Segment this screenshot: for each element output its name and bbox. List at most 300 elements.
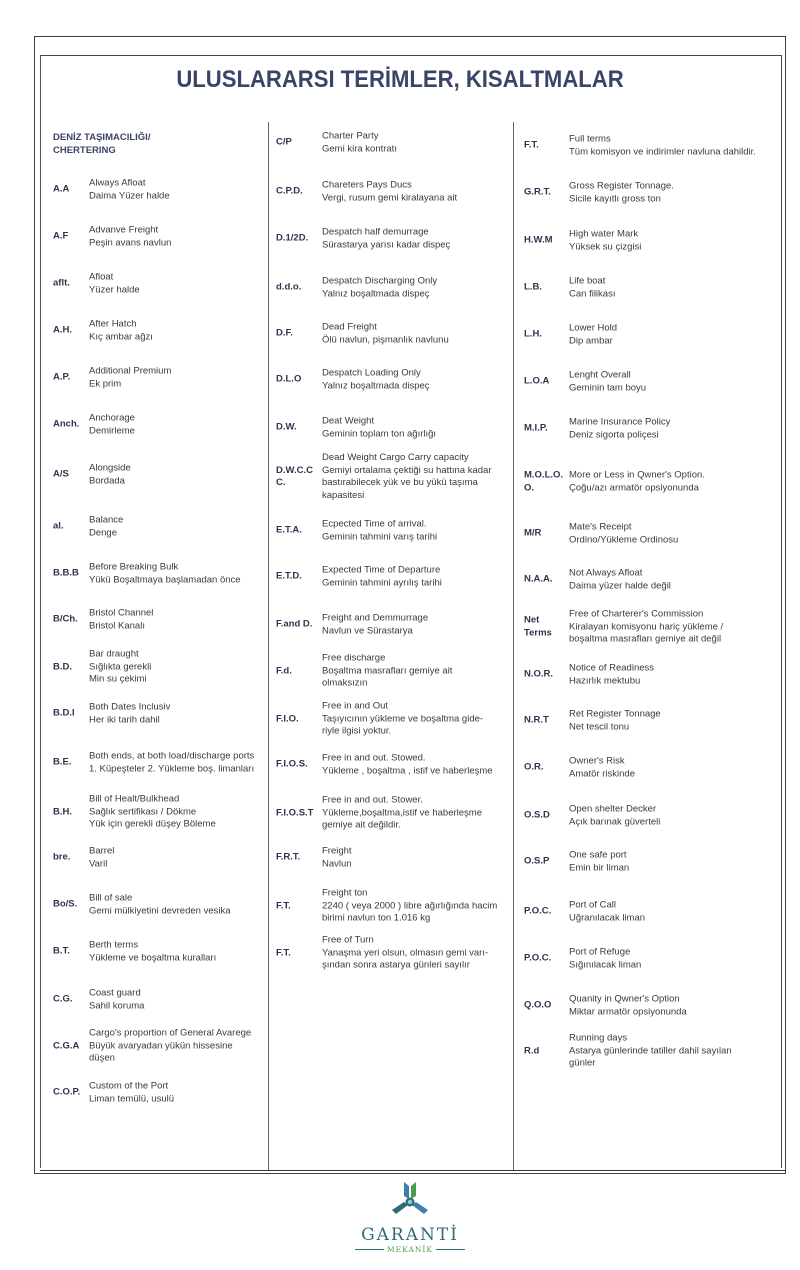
entry-description <box>569 134 756 159</box>
entry-description <box>322 887 497 925</box>
entry-description <box>322 519 437 544</box>
entry-abbreviation: al. <box>53 520 64 532</box>
entry-abbreviation: B.E. <box>53 756 72 768</box>
description-line: Can filikası <box>569 288 616 299</box>
entry-abbreviation: B.T. <box>53 945 70 957</box>
description-line: Quanity in Qwner's Option <box>569 993 680 1005</box>
page-title: ULUSLARARSI TERİMLER, KISALTMALAR <box>176 66 624 93</box>
entry-abbreviation: F.I.O.S. <box>276 758 308 770</box>
entry-abbreviation: B.D.I <box>53 707 75 719</box>
description-line: Yükleme,boşaltma,istif ve haberleşme <box>322 806 482 818</box>
description-line: olmaksızın <box>322 677 368 689</box>
description-line: bastırabilecek yük ve bu yükü taşıma <box>322 477 478 488</box>
glossary-entry <box>53 463 131 488</box>
entry-description <box>569 900 645 925</box>
description-line: Navlun ve Sürastarya <box>322 625 413 636</box>
description-line: After Hatch <box>89 318 137 330</box>
entry-abbreviation: L.O.A <box>524 375 550 387</box>
description-line: Barrel <box>89 845 115 857</box>
entry-abbreviation: F.I.O.S.T <box>276 806 314 818</box>
entry-abbreviation: D.1/2D. <box>276 232 309 244</box>
glossary-entry <box>53 648 151 686</box>
entry-description <box>89 793 216 831</box>
glossary-entry <box>524 417 670 442</box>
glossary-entry <box>524 134 756 159</box>
description-line: Demirleme <box>89 425 135 436</box>
entry-abbreviation: P.O.C. <box>524 905 552 917</box>
glossary-entry <box>53 366 171 391</box>
description-line: Despatch Loading Only <box>322 367 421 379</box>
entry-description <box>322 416 436 441</box>
entry-abbreviation: D.F. <box>276 327 293 339</box>
entry-description <box>569 1032 732 1070</box>
entry-abbreviation: D.W.C.C C. <box>276 464 313 488</box>
entry-description <box>322 452 492 502</box>
entry-description <box>569 229 641 254</box>
entry-abbreviation: B.D. <box>53 660 72 672</box>
glossary-entry <box>524 756 635 781</box>
glossary-entry <box>53 319 153 344</box>
entry-abbreviation: bre. <box>53 851 71 863</box>
description-line: 1. Küpeşteler 2. Yükleme boş. limanları <box>89 763 255 774</box>
entry-abbreviation: C/P <box>276 136 292 148</box>
description-line: Additional Premium <box>89 365 172 377</box>
glossary-entry <box>53 940 216 965</box>
entry-description <box>322 368 430 393</box>
entry-description <box>89 1027 251 1065</box>
glossary-entry <box>524 947 641 972</box>
description-line: Advanve Freight <box>89 224 159 236</box>
entry-description <box>322 565 442 590</box>
glossary-entry <box>524 323 617 348</box>
entry-abbreviation: O.S.P <box>524 855 550 867</box>
description-line: Lower Hold <box>569 322 618 334</box>
glossary-entry <box>53 515 123 540</box>
description-line: Yalnız boşaltmada dispeç <box>322 380 430 391</box>
entry-abbreviation: M/R <box>524 527 542 539</box>
glossary-entry <box>524 470 705 495</box>
glossary-entry <box>276 846 352 871</box>
entry-abbreviation: F.and D. <box>276 618 313 630</box>
entry-abbreviation: E.T.A. <box>276 524 302 536</box>
entry-description <box>89 940 216 965</box>
entry-description <box>569 850 629 875</box>
glossary-entry <box>53 846 114 871</box>
entry-abbreviation: N.A.A. <box>524 573 553 585</box>
entry-abbreviation: B.H. <box>53 805 72 817</box>
description-line: More or Less in Qwner's Option. <box>569 469 705 481</box>
entry-description <box>322 227 450 252</box>
description-line: Sahil koruma <box>89 1000 145 1011</box>
description-line: Balance <box>89 514 124 526</box>
description-line: Varil <box>89 858 108 869</box>
entry-description <box>89 988 144 1013</box>
glossary-entry <box>276 180 457 205</box>
description-line: Navlun <box>322 858 352 869</box>
section-heading <box>53 131 150 157</box>
description-line: Denge <box>89 527 117 538</box>
entry-description <box>569 417 670 442</box>
entry-abbreviation: d.d.o. <box>276 281 302 293</box>
description-line: Port of Call <box>569 899 616 911</box>
description-line: Çoğu/azı armatör opsiyonunda <box>569 482 699 493</box>
entry-description <box>89 463 131 488</box>
description-line: Yüzer halde <box>89 284 140 295</box>
entry-abbreviation: Anch. <box>53 418 80 430</box>
entry-abbreviation: M.O.L.O. O. <box>524 469 564 493</box>
description-line: Deat Weight <box>322 415 375 427</box>
description-line: Owner's Risk <box>569 755 625 767</box>
glossary-entry <box>276 519 437 544</box>
description-line: Alongside <box>89 462 131 474</box>
entry-description <box>89 515 123 540</box>
entry-abbreviation: M.I.P. <box>524 422 548 434</box>
glossary-entry <box>53 793 216 831</box>
glossary-entry <box>276 227 450 252</box>
description-line: Coast guard <box>89 987 141 999</box>
description-line: Geminin tahmini varış tarihi <box>322 531 438 542</box>
description-line: Astarya günlerinde tatiller dahil sayılan <box>569 1044 732 1056</box>
entry-description <box>89 178 170 203</box>
entry-abbreviation: Q.O.O <box>524 999 552 1011</box>
description-line: Her iki tarih dahil <box>89 714 160 725</box>
entry-abbreviation: D.L.O <box>276 373 302 385</box>
description-line: Yükü Boşaltmaya başlamadan önce <box>89 574 241 585</box>
description-line: Geminin toplam ton ağırlığı <box>322 428 437 439</box>
logo-icon <box>388 1180 432 1218</box>
description-line: Yüksek su çizgisi <box>569 241 642 252</box>
glossary-entry <box>53 1081 174 1106</box>
description-line: Ret Register Tonnage <box>569 708 661 720</box>
entry-description <box>89 225 171 250</box>
glossary-entry <box>276 565 442 590</box>
description-line: Yükleme ve boşaltma kuralları <box>89 952 217 963</box>
glossary-entry <box>276 887 497 925</box>
glossary-entry <box>524 276 615 301</box>
entry-abbreviation: G.R.T. <box>524 186 551 198</box>
description-line: Deniz sigorta poliçesi <box>569 429 659 440</box>
description-line: Hazırlık mektubu <box>569 675 641 686</box>
entry-abbreviation: O.R. <box>524 761 544 773</box>
entry-description <box>322 276 437 301</box>
glossary-entry <box>53 272 140 297</box>
glossary-entry <box>276 368 430 393</box>
entry-description <box>89 893 231 918</box>
description-line: Tüm komisyon ve indirimler navluna dahildir. <box>569 146 756 157</box>
description-line: riyle ilgisi yoktur. <box>322 725 392 737</box>
entry-description <box>89 702 170 727</box>
description-line: Life boat <box>569 275 606 287</box>
glossary-entry <box>53 413 135 438</box>
entry-description <box>322 934 488 972</box>
description-line: Büyük avaryadan yükün hissesine <box>89 1039 233 1051</box>
description-line: Free in and out. Stower. <box>322 794 423 806</box>
description-line: Liman temülü, usulü <box>89 1093 175 1104</box>
entry-description <box>322 180 457 205</box>
entry-description <box>569 323 617 348</box>
entry-abbreviation: F.d. <box>276 664 292 676</box>
logo-subtitle <box>355 1245 465 1254</box>
glossary-entry <box>524 900 645 925</box>
description-line: Yanaşma yeri olsun, olmasın gemi varı- <box>322 946 489 958</box>
entry-description <box>89 413 135 438</box>
description-line: Ölü navlun, pişmanlık navlunu <box>322 334 449 345</box>
description-line: Open shelter Decker <box>569 803 657 815</box>
description-line: Despatch Discharging Only <box>322 275 438 287</box>
entry-abbreviation: C.G.A <box>53 1039 80 1051</box>
description-line: Gross Register Tonnage. <box>569 180 674 192</box>
glossary-entry <box>53 562 241 587</box>
entry-abbreviation: C.P.D. <box>276 185 303 197</box>
entry-abbreviation: L.B. <box>524 281 542 293</box>
glossary-entry <box>276 613 428 638</box>
entry-description <box>322 131 397 156</box>
section-heading-line: CHERTERING <box>53 145 116 156</box>
entry-abbreviation: N.O.R. <box>524 668 554 680</box>
entry-description <box>322 753 493 778</box>
description-line: Sicile kayıtlı gross ton <box>569 193 661 204</box>
description-line: Free of Turn <box>322 934 374 946</box>
garanti-logo <box>355 1180 465 1254</box>
description-line: düşen <box>89 1052 115 1064</box>
entry-description <box>89 751 254 776</box>
description-line: Sığınılacak liman <box>569 959 642 970</box>
entry-description <box>569 568 671 593</box>
entry-abbreviation: N.R.T <box>524 714 549 726</box>
glossary-entry <box>524 522 678 547</box>
description-line: Dead Freight <box>322 321 377 333</box>
entry-abbreviation: A/S <box>53 468 69 480</box>
entry-abbreviation: R.d <box>524 1044 540 1056</box>
entry-abbreviation: L.H. <box>524 328 542 340</box>
glossary-entry <box>524 608 723 646</box>
entry-description <box>322 794 482 832</box>
entry-description <box>569 947 641 972</box>
description-line: Ecpected Time of arrival. <box>322 518 427 530</box>
entry-abbreviation: A.A <box>53 183 70 195</box>
description-line: Lenght Overall <box>569 369 631 381</box>
description-line: Yükleme , boşaltma , istif ve haberleşme <box>322 765 493 776</box>
description-line: Custom of the Port <box>89 1080 169 1092</box>
entry-description <box>569 709 661 734</box>
glossary-entry <box>53 751 254 776</box>
description-line: Full terms <box>569 133 611 145</box>
glossary-entry <box>53 1027 251 1065</box>
entry-description <box>569 994 687 1019</box>
entry-description <box>569 608 723 646</box>
description-line: Sağlık sertifikası / Dökme <box>89 805 197 817</box>
entry-abbreviation: B.B.B <box>53 567 79 579</box>
description-line: Geminin tahmini ayrılış tarihi <box>322 577 442 588</box>
glossary-entry <box>53 702 170 727</box>
entry-abbreviation: F.T. <box>276 899 291 911</box>
entry-abbreviation: F.R.T. <box>276 851 301 863</box>
description-line: Gemiyi ortalama çektiği su hattına kadar <box>322 464 492 476</box>
glossary-entry <box>276 131 397 156</box>
description-line: Free discharge <box>322 652 386 664</box>
entry-abbreviation: A.P. <box>53 371 71 383</box>
description-line: Mate's Receipt <box>569 521 632 533</box>
glossary-entry <box>524 229 641 254</box>
entry-description <box>322 652 452 690</box>
entry-abbreviation: F.T. <box>524 139 539 151</box>
description-line: Miktar armatör opsiyonunda <box>569 1006 687 1017</box>
description-line: Daima Yüzer halde <box>89 190 170 201</box>
glossary-entry <box>276 322 449 347</box>
entry-abbreviation: A.H. <box>53 324 72 336</box>
entry-description <box>569 181 674 206</box>
description-line: Peşin avans navlun <box>89 237 172 248</box>
entry-abbreviation: Bo/S. <box>53 898 78 910</box>
entry-abbreviation: C.G. <box>53 993 73 1005</box>
description-line: Bordada <box>89 475 125 486</box>
description-line: Kıç ambar ağzı <box>89 331 153 342</box>
entry-description <box>322 846 352 871</box>
description-line: kapasitesi <box>322 489 365 501</box>
entry-description <box>89 562 241 587</box>
entry-abbreviation: D.W. <box>276 421 297 433</box>
description-line: Freight and Demmurrage <box>322 612 429 624</box>
glossary-entry <box>53 225 171 250</box>
description-line: birimi navlun ton 1.016 kg <box>322 912 431 924</box>
description-line: Sürastarya yarısı kadar dispeç <box>322 239 451 250</box>
entry-abbreviation: C.O.P. <box>53 1086 81 1098</box>
description-line: Freight ton <box>322 887 368 899</box>
glossary-entry <box>276 276 437 301</box>
description-line: Açık barınak güverteli <box>569 816 661 827</box>
description-line: 2240 ( veya 2000 ) libre ağırlığında hacim <box>322 899 498 911</box>
glossary-entry <box>276 794 482 832</box>
entry-abbreviation: A.F <box>53 230 69 242</box>
description-line: Min su çekimi <box>89 673 147 685</box>
description-line: Amatör riskinde <box>569 768 635 779</box>
description-line: Before Breaking Bulk <box>89 561 179 573</box>
description-line: şından sonra astarya günleri sayılır <box>322 959 470 971</box>
description-line: Notice of Readiness <box>569 662 655 674</box>
description-line: Port of Refuge <box>569 946 631 958</box>
description-line: Freight <box>322 845 352 857</box>
description-line: Kiralayan komisyonu hariç yükleme / <box>569 620 724 632</box>
entry-abbreviation: aflt. <box>53 277 70 289</box>
description-line: Afloat <box>89 271 114 283</box>
glossary-entry <box>524 994 687 1019</box>
glossary-entry <box>524 1032 732 1070</box>
description-line: Not Always Afloat <box>569 567 643 579</box>
description-line: Both ends, at both load/discharge ports <box>89 750 255 762</box>
entry-description <box>89 319 153 344</box>
description-line: Uğranılacak liman <box>569 912 646 923</box>
description-line: Daima yüzer halde değil <box>569 580 671 591</box>
glossary-entry <box>53 608 153 633</box>
entry-abbreviation: F.T. <box>276 946 291 958</box>
glossary-entry <box>276 452 492 502</box>
description-line: Charter Party <box>322 130 379 142</box>
entry-description <box>569 804 660 829</box>
section-heading-line: DENİZ TAŞIMACILIĞI/ <box>53 132 151 143</box>
description-line: Ek prim <box>89 378 122 389</box>
description-line: High water Mark <box>569 228 639 240</box>
glossary-entry <box>53 893 231 918</box>
description-line: Sığlıkta gerekli <box>89 660 152 672</box>
entry-abbreviation: O.S.D <box>524 809 550 821</box>
description-line: Despatch half demurrage <box>322 226 429 238</box>
description-line: Bar draught <box>89 648 139 660</box>
description-line: Vergi, rusum gemi kiralayana ait <box>322 192 458 203</box>
description-line: gemiye ait değildir. <box>322 819 401 831</box>
description-line: Free in and Out <box>322 700 389 712</box>
description-line: Expected Time of Departure <box>322 564 441 576</box>
description-line: Bristol Channel <box>89 607 154 619</box>
description-line: Free in and out. Stowed. <box>322 752 426 764</box>
description-line: Gemi kira kontratı <box>322 143 397 154</box>
entry-description <box>89 366 171 391</box>
description-line: One safe port <box>569 849 627 861</box>
entry-description <box>569 470 705 495</box>
entry-description <box>89 648 151 686</box>
description-line: Boşaltma masrafları gemiye ait <box>322 664 453 676</box>
logo-sub-text: MEKANİK <box>387 1245 433 1254</box>
column-divider <box>513 122 514 1170</box>
entry-description <box>322 322 449 347</box>
entry-description <box>569 663 654 688</box>
description-line: Bristol Kanalı <box>89 620 145 631</box>
description-line: Marine Insurance Policy <box>569 416 671 428</box>
description-line: Bill of Healt/Bulkhead <box>89 793 180 805</box>
glossary-entry <box>524 663 654 688</box>
description-line: günler <box>569 1057 596 1069</box>
entry-description <box>89 1081 174 1106</box>
entry-description <box>89 846 114 871</box>
description-line: Yük için gerekli düşey Böleme <box>89 818 216 830</box>
glossary-entry <box>53 988 144 1013</box>
description-line: Bill of sale <box>89 892 133 904</box>
entry-abbreviation: H.W.M <box>524 234 553 246</box>
glossary-entry <box>276 753 493 778</box>
description-line: Emin bir liman <box>569 862 630 873</box>
entry-description <box>89 272 140 297</box>
logo-name: GARANTİ <box>361 1225 459 1245</box>
entry-description <box>569 370 646 395</box>
glossary-entry <box>524 709 661 734</box>
glossary-entry <box>524 804 660 829</box>
glossary-entry <box>53 178 170 203</box>
description-line: Cargo's proportion of General Avarege <box>89 1027 252 1039</box>
glossary-entry <box>276 652 452 690</box>
description-line: Berth terms <box>89 939 139 951</box>
description-line: Free of Charterer's Commission <box>569 608 704 620</box>
description-line: Both Dates Inclusiv <box>89 701 171 713</box>
entry-description <box>89 608 153 633</box>
glossary-entry <box>524 181 674 206</box>
description-line: Net tescil tonu <box>569 721 630 732</box>
entry-abbreviation: Net Terms <box>524 614 552 638</box>
glossary-entry <box>524 850 629 875</box>
description-line: Gemi mülkiyetini devreden vesika <box>89 905 231 916</box>
description-line: Running days <box>569 1032 628 1044</box>
entry-description <box>569 522 678 547</box>
description-line: Geminin tam boyu <box>569 382 647 393</box>
glossary-entry <box>276 700 483 738</box>
bottom-border <box>40 1170 785 1171</box>
description-line: Yalnız boşaltmada dispeç <box>322 288 430 299</box>
description-line: Dip ambar <box>569 335 613 346</box>
description-line: Always Afloat <box>89 177 146 189</box>
entry-description <box>569 756 635 781</box>
entry-description <box>569 276 615 301</box>
entry-description <box>322 613 428 638</box>
description-line: Ordino/Yükleme Ordinosu <box>569 534 679 545</box>
entry-abbreviation: F.I.O. <box>276 712 299 724</box>
